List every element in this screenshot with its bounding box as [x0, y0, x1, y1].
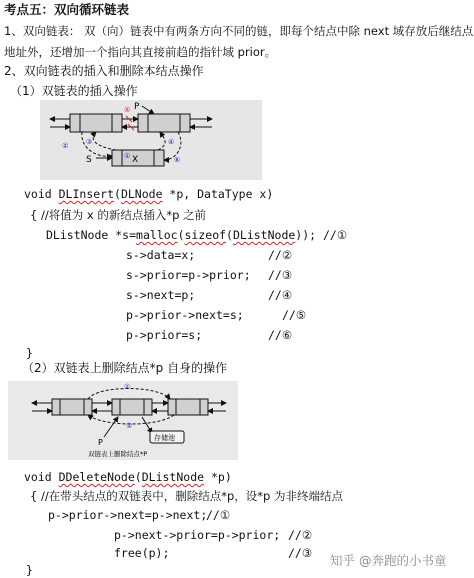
delete-step-2: ② — [126, 422, 133, 430]
watermark: 知乎 @奔跑的小书童 — [330, 553, 447, 568]
delete-line-3: free(p); — [114, 546, 170, 560]
insert-comment-6: //⑥ — [268, 328, 293, 342]
label-p: P — [134, 102, 140, 112]
insert-alloc-line: DListNode *s=malloc(sizeof(DListNode)); //① — [46, 228, 348, 242]
insert-comment: { //将值为 x 的新结点插入*p 之前 — [30, 208, 207, 222]
delete-comment: { //在带头结点的双链表中，删除结点*p，设*p 为非终端结点 — [30, 489, 343, 503]
delete-line-1: p->prior->next=p->next; — [48, 508, 208, 522]
step-4-mark: ④ — [168, 138, 175, 146]
insert-close-brace: } — [26, 346, 33, 360]
insert-line-5: p->prior->next=s; — [126, 308, 244, 322]
step-1-mark: ① — [124, 152, 131, 160]
insert-signature: void DLInsert(DLNode *p, DataType x) — [24, 187, 274, 201]
insert-comment-2: //② — [268, 248, 293, 262]
step-5-mark: ⑤ — [124, 106, 131, 114]
definition-line-1: 1、双向链表： 双（向）链表中有两条方向不同的链，即每个结点中除 next 域存放后继结点 — [4, 24, 474, 38]
delete-diagram — [8, 381, 238, 460]
list-node-left — [70, 114, 122, 132]
insert-subtitle: （1）双链表的插入操作 — [10, 84, 138, 98]
step-3-mark: ③ — [86, 138, 93, 146]
definition-line-2: 地址外，还增加一个指向其直接前趋的指针域 prior。 — [4, 45, 277, 59]
delete-signature: void DDeleteNode(DListNode *p) — [24, 470, 232, 484]
delete-comment-1: //① — [206, 508, 231, 522]
node-next — [168, 399, 208, 415]
step-2-mark: ② — [62, 142, 69, 150]
node-prev — [52, 399, 92, 415]
page-title: 考点五：双向循环链表 — [4, 2, 130, 17]
delete-line-2: p->next->prior=p->prior; — [114, 528, 281, 542]
delete-comment-3: //③ — [288, 546, 313, 560]
delete-close-brace: } — [26, 563, 33, 577]
insert-comment-5: //⑤ — [282, 308, 307, 322]
insert-line-4: s->next=p; — [126, 288, 196, 302]
list-node-p — [138, 114, 190, 132]
insert-line-6: p->prior=s; — [126, 328, 203, 342]
insert-line-3: s->prior=p->prior; — [126, 268, 251, 282]
label-x: X — [132, 155, 139, 165]
delete-comment-2: //② — [288, 528, 313, 542]
insert-comment-3: //③ — [268, 268, 293, 282]
storage-pool-label: 存储池 — [154, 434, 175, 442]
insert-diagram — [40, 100, 262, 180]
step-6-mark: ⑥ — [174, 156, 181, 164]
delete-subtitle: （2）双链表上删除结点*p 自身的操作 — [22, 361, 228, 375]
delete-caption: 双链表上删除结点*P — [88, 450, 148, 458]
insert-comment-4: //④ — [268, 288, 293, 302]
delete-step-1: ① — [124, 383, 131, 391]
delete-label-p: P — [98, 438, 103, 447]
label-s: S — [86, 155, 92, 165]
node-p — [112, 399, 152, 415]
section-title: 2、双向链表的插入和删除本结点操作 — [4, 64, 204, 78]
insert-line-2: s->data=x; — [126, 248, 196, 262]
